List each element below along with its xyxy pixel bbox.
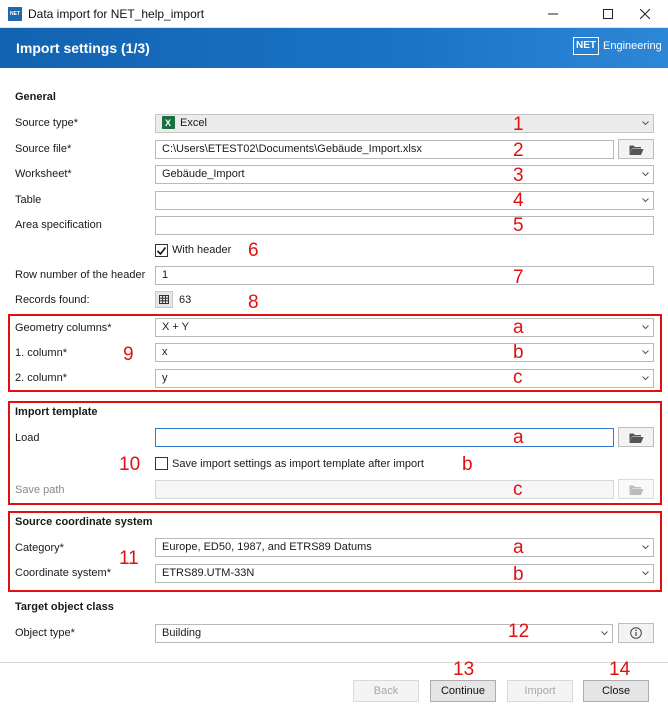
area-specification-input[interactable] bbox=[155, 216, 654, 235]
source-type-label: Source type* bbox=[15, 117, 78, 129]
annotation-6: 6 bbox=[248, 240, 259, 261]
category-label: Category* bbox=[15, 542, 64, 554]
header-row-label: Row number of the header bbox=[15, 269, 146, 281]
section-target-object-class: Target object class bbox=[15, 601, 114, 613]
annotation-9c: c bbox=[513, 367, 523, 388]
object-type-label: Object type* bbox=[15, 627, 75, 639]
section-source-coordinate-system: Source coordinate system bbox=[15, 516, 153, 528]
annotation-2: 2 bbox=[513, 140, 524, 161]
check-icon bbox=[157, 247, 166, 255]
annotation-11: 11 bbox=[119, 548, 139, 569]
dialog-header bbox=[0, 28, 668, 68]
brand-text: Engineering bbox=[603, 40, 662, 52]
page-title: Import settings (1/3) bbox=[16, 40, 150, 56]
table-grid-button[interactable] bbox=[155, 291, 173, 308]
chevron-down-icon bbox=[601, 631, 608, 636]
records-found-label: Records found: bbox=[15, 294, 90, 306]
column-2-label: 2. column* bbox=[15, 372, 67, 384]
table-label: Table bbox=[15, 194, 42, 206]
section-import-template: Import template bbox=[15, 406, 98, 418]
highlight-box-geometry bbox=[8, 314, 662, 392]
annotation-10a: a bbox=[513, 427, 524, 448]
with-header-checkbox[interactable] bbox=[155, 244, 168, 257]
window-title: Data import for NET_help_import bbox=[28, 7, 205, 21]
close-icon bbox=[640, 9, 650, 19]
maximize-icon bbox=[603, 9, 613, 19]
object-type-select[interactable] bbox=[155, 621, 613, 643]
annotation-9a: a bbox=[513, 317, 524, 338]
brand-logo: NET bbox=[573, 37, 599, 55]
annotation-3: 3 bbox=[513, 165, 524, 186]
geometry-columns-value: X + Y bbox=[162, 321, 190, 333]
window-titlebar bbox=[0, 0, 668, 28]
worksheet-label: Worksheet* bbox=[15, 168, 72, 180]
annotation-7: 7 bbox=[513, 267, 524, 288]
minimize-icon bbox=[548, 9, 558, 19]
annotation-13: 13 bbox=[453, 659, 475, 680]
source-type-select[interactable] bbox=[155, 114, 654, 133]
category-value: Europe, ED50, 1987, and ETRS89 Datums bbox=[162, 541, 372, 553]
annotation-14: 14 bbox=[609, 659, 631, 680]
annotation-10b: b bbox=[462, 454, 473, 475]
minimize-button[interactable] bbox=[530, 0, 576, 28]
annotation-10c: c bbox=[513, 479, 523, 500]
source-file-input[interactable]: C:\Users\ETEST02\Documents\Gebäude_Import.xlsx bbox=[155, 140, 614, 159]
worksheet-value: Gebäude_Import bbox=[162, 168, 245, 180]
object-type-info-button[interactable] bbox=[618, 623, 654, 643]
highlight-box-import-template bbox=[8, 401, 662, 505]
table-grid-icon bbox=[159, 295, 169, 304]
annotation-8: 8 bbox=[248, 292, 259, 313]
save-template-label: Save import settings as import template after import bbox=[172, 458, 424, 470]
source-file-label: Source file* bbox=[15, 143, 72, 155]
annotation-9: 9 bbox=[123, 344, 134, 365]
column-1-label: 1. column* bbox=[15, 347, 67, 359]
coordinate-system-value: ETRS89.UTM-33N bbox=[162, 567, 255, 579]
close-button[interactable]: Close bbox=[583, 680, 649, 702]
records-count: 63 bbox=[179, 294, 192, 306]
area-specification-label: Area specification bbox=[15, 219, 102, 231]
chevron-down-icon bbox=[642, 172, 649, 177]
footer-divider bbox=[0, 662, 668, 663]
source-type-value: Excel bbox=[180, 117, 207, 129]
annotation-4: 4 bbox=[513, 190, 524, 211]
load-template-label: Load bbox=[15, 432, 40, 444]
column-1-value: x bbox=[162, 346, 168, 358]
save-path-label: Save path bbox=[15, 484, 65, 496]
highlight-box-coordinate-system bbox=[8, 511, 662, 592]
section-general: General bbox=[15, 91, 56, 103]
annotation-11a: a bbox=[513, 537, 524, 558]
coordinate-system-label: Coordinate system* bbox=[15, 567, 111, 579]
annotation-12: 12 bbox=[508, 621, 530, 642]
annotation-10: 10 bbox=[119, 454, 141, 475]
browse-source-file-button[interactable] bbox=[618, 139, 654, 159]
chevron-down-icon bbox=[642, 121, 649, 126]
annotation-1: 1 bbox=[513, 114, 524, 135]
info-icon bbox=[630, 627, 642, 639]
close-window-button[interactable] bbox=[622, 0, 668, 28]
folder-open-icon bbox=[629, 144, 644, 155]
continue-button[interactable]: Continue bbox=[430, 680, 496, 702]
header-row-input[interactable]: 1 bbox=[155, 266, 654, 285]
table-select[interactable] bbox=[155, 191, 654, 210]
worksheet-select[interactable] bbox=[155, 165, 654, 184]
chevron-down-icon bbox=[642, 198, 649, 203]
annotation-11b: b bbox=[513, 564, 524, 585]
with-header-label: With header bbox=[172, 244, 232, 256]
annotation-9b: b bbox=[513, 342, 524, 363]
annotation-5: 5 bbox=[513, 215, 524, 236]
object-type-value: Building bbox=[162, 627, 202, 639]
import-button[interactable]: Import bbox=[507, 680, 573, 702]
excel-icon bbox=[162, 116, 175, 129]
back-button[interactable]: Back bbox=[353, 680, 419, 702]
svg-text:X: X bbox=[165, 117, 172, 128]
column-2-value: y bbox=[162, 372, 168, 384]
geometry-columns-label: Geometry columns* bbox=[15, 322, 112, 334]
app-icon: NET bbox=[8, 7, 22, 21]
